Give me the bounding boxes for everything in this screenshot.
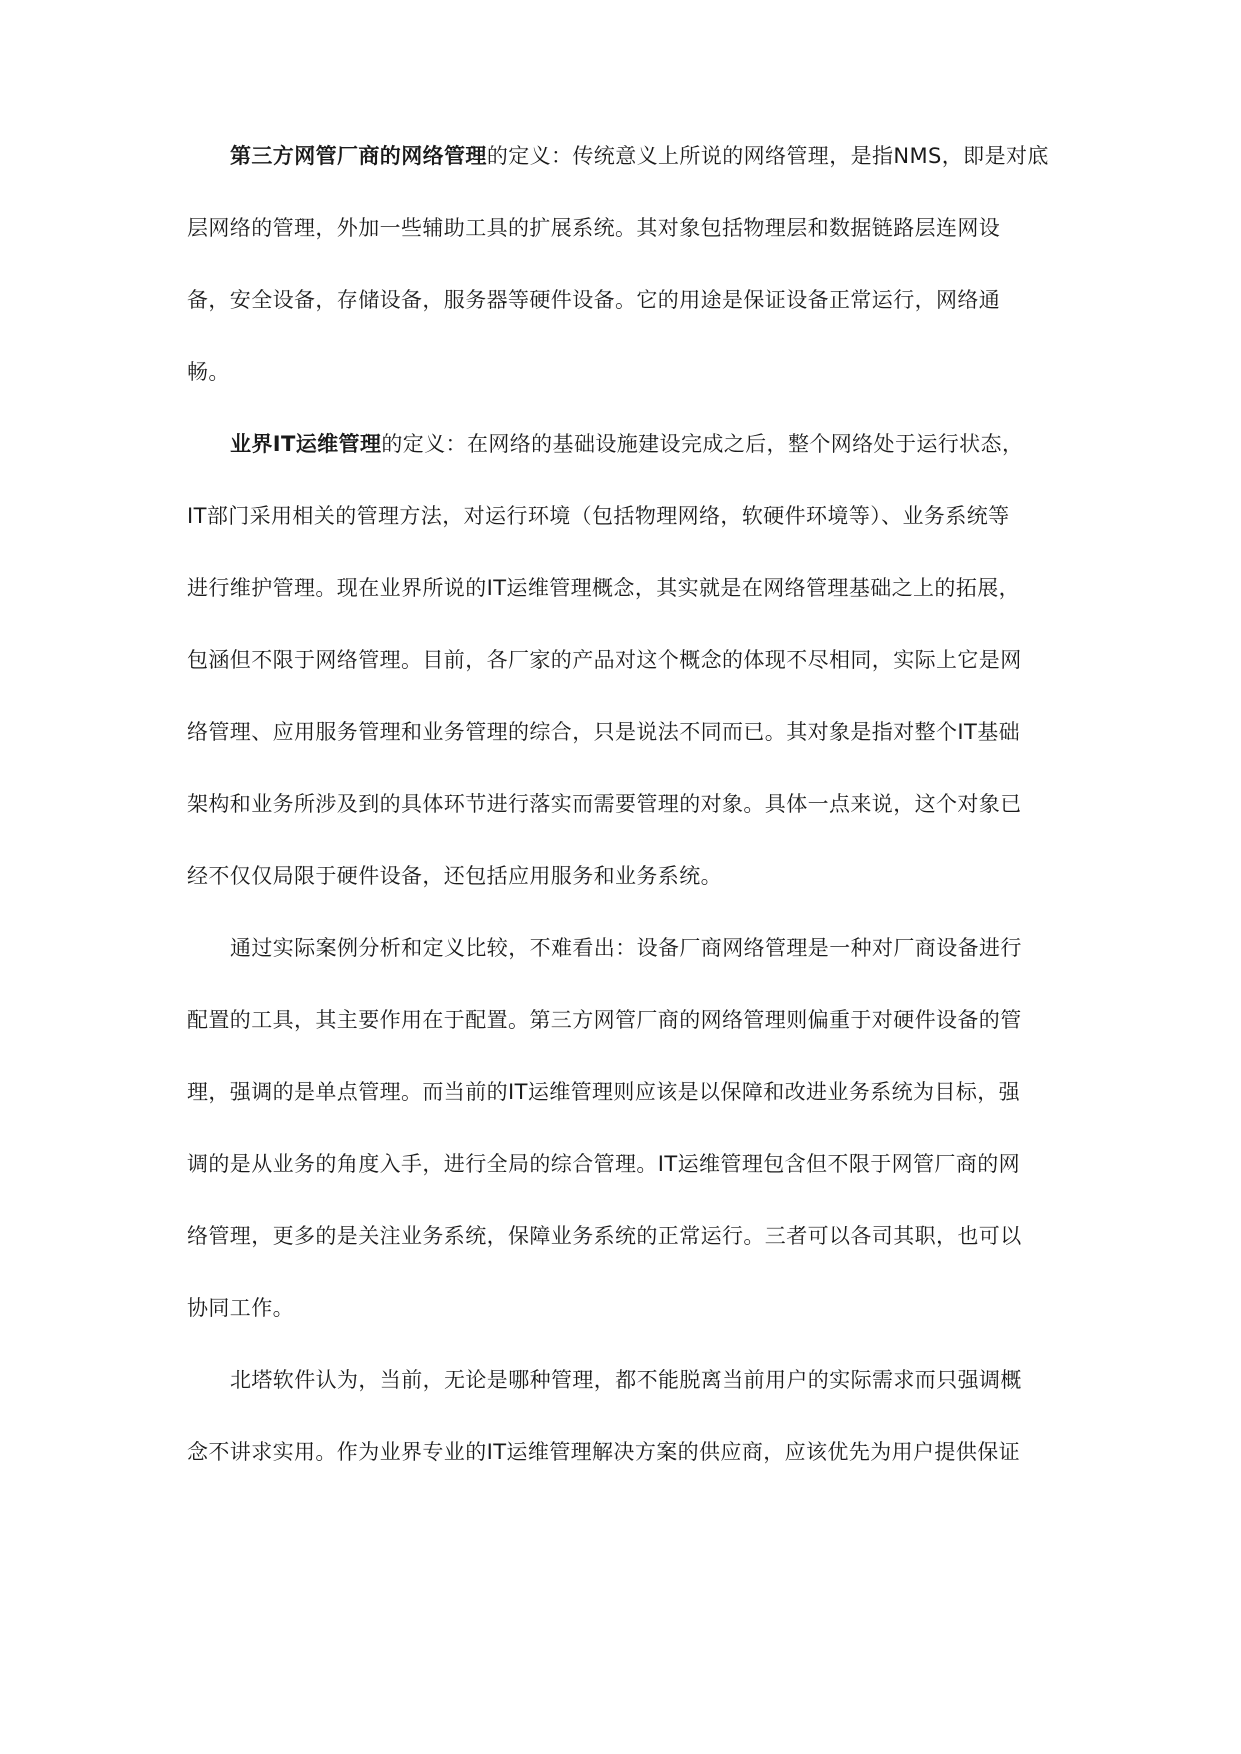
term-heading: 业界IT运维管理 xyxy=(230,432,382,456)
line-text: 的定义：在网络的基础设施建设完成之后，整个网络处于运行状态， xyxy=(381,432,1024,456)
line-text: 络管理、应用服务管理和业务管理的综合，只是说法不同而已。其对象是指对整个IT基础 xyxy=(187,720,1021,744)
paragraph-3-line-4 xyxy=(187,1149,1047,1221)
line-text: 架构和业务所涉及到的具体环节进行落实而需要管理的对象。具体一点来说，这个对象已 xyxy=(187,792,1022,816)
paragraph-3-line-5 xyxy=(187,1221,1047,1293)
line-text: 的定义：传统意义上所说的网络管理，是指NMS，即是对底 xyxy=(486,144,1049,168)
line-text: 北塔软件认为，当前，无论是哪种管理，都不能脱离当前用户的实际需求而只强调概 xyxy=(230,1368,1022,1392)
line-text: 念不讲求实用。作为业界专业的IT运维管理解决方案的供应商，应该优先为用户提供保证 xyxy=(187,1440,1021,1464)
line-text: 经不仅仅局限于硬件设备，还包括应用服务和业务系统。 xyxy=(187,864,722,888)
paragraph-2-line-1 xyxy=(187,429,1047,501)
paragraph-2-line-2 xyxy=(187,501,1047,573)
paragraph-4-line-1 xyxy=(187,1365,1047,1437)
paragraph-2-line-3 xyxy=(187,573,1047,645)
term-heading: 第三方网管厂商的网络管理 xyxy=(230,144,487,168)
paragraph-1-line-4 xyxy=(187,357,1047,429)
paragraph-3-line-6 xyxy=(187,1293,1047,1365)
line-text: 进行维护管理。现在业界所说的IT运维管理概念，其实就是在网络管理基础之上的拓展， xyxy=(187,576,1021,600)
body-text xyxy=(187,141,1047,1509)
line-text: 配置的工具，其主要作用在于配置。第三方网管厂商的网络管理则偏重于对硬件设备的管 xyxy=(187,1008,1022,1032)
line-text: 畅。 xyxy=(187,360,230,384)
paragraph-1-line-3 xyxy=(187,285,1047,357)
line-text: 调的是从业务的角度入手，进行全局的综合管理。IT运维管理包含但不限于网管厂商的网 xyxy=(187,1152,1021,1176)
paragraph-3-line-1 xyxy=(187,933,1047,1005)
paragraph-2-line-5 xyxy=(187,717,1047,789)
paragraph-3-line-3 xyxy=(187,1077,1047,1149)
line-text: 协同工作。 xyxy=(187,1296,294,1320)
line-text: 层网络的管理，外加一些辅助工具的扩展系统。其对象包括物理层和数据链路层连网设 xyxy=(187,216,1001,240)
line-text: 通过实际案例分析和定义比较，不难看出：设备厂商网络管理是一种对厂商设备进行 xyxy=(230,936,1022,960)
line-text: 络管理，更多的是关注业务系统，保障业务系统的正常运行。三者可以各司其职，也可以 xyxy=(187,1224,1022,1248)
line-text: 备，安全设备，存储设备，服务器等硬件设备。它的用途是保证设备正常运行，网络通 xyxy=(187,288,1001,312)
paragraph-2-line-6 xyxy=(187,789,1047,861)
paragraph-4-line-2 xyxy=(187,1437,1047,1509)
paragraph-1-line-1 xyxy=(187,141,1047,213)
paragraph-2-line-4 xyxy=(187,645,1047,717)
paragraph-2-line-7 xyxy=(187,861,1047,933)
line-text: 理，强调的是单点管理。而当前的IT运维管理则应该是以保障和改进业务系统为目标，强 xyxy=(187,1080,1021,1104)
paragraph-3-line-2 xyxy=(187,1005,1047,1077)
line-text: 包涵但不限于网络管理。目前，各厂家的产品对这个概念的体现不尽相同，实际上它是网 xyxy=(187,648,1022,672)
line-text: IT部门采用相关的管理方法，对运行环境（包括物理网络，软硬件环境等）、业务系统等 xyxy=(187,504,1010,528)
paragraph-1-line-2 xyxy=(187,213,1047,285)
